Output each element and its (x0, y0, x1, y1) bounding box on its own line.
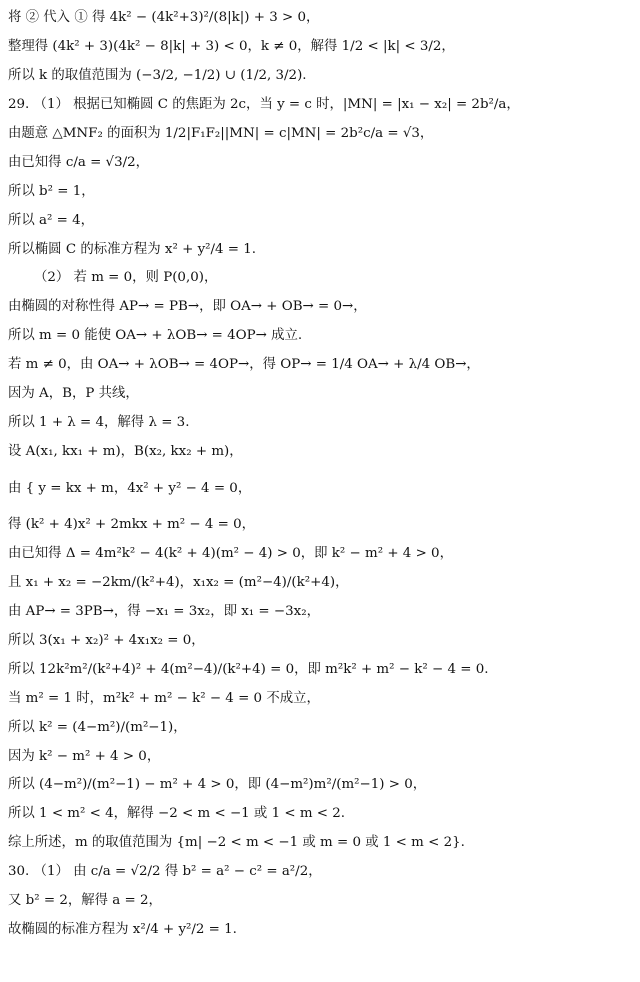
text-line: 30. （1） 由 c/a = √2/2 得 b² = a² − c² = a²/2， (8, 864, 322, 880)
text-line: 所以 (4−m²)/(m²−1) − m² + 4 > 0，即 (4−m²)m²/(m²−1) > 0， (8, 777, 427, 793)
text-line: 所以 k² = (4−m²)/(m²−1)， (8, 719, 187, 735)
text-line: 由 AP→ = 3PB→，得 −x₁ = 3x₂，即 x₁ = −3x₂， (8, 603, 320, 619)
text-line: 所以椭圆 C 的标准方程为 x² + y²/4 = 1. (8, 241, 257, 257)
text-line: 将 ② 代入 ① 得 4k² − (4k²+3)²/(8|k|) + 3 > 0， (8, 10, 320, 25)
text-line: 故椭圆的标准方程为 x²/4 + y²/2 = 1. (8, 922, 237, 938)
text-line: 所以 1 + λ = 4，解得 λ = 3. (8, 415, 190, 431)
text-line: 又 b² = 2，解得 a = 2， (8, 893, 162, 909)
text-line: 设 A(x₁, kx₁ + m)，B(x₂, kx₂ + m)， (8, 444, 243, 460)
text-line: 因为 k² − m² + 4 > 0， (8, 748, 161, 764)
text-line: 所以 12k²m²/(k²+4)² + 4(m²−4)/(k²+4) = 0，即 m²k² + m² − k² − 4 = 0. (8, 661, 489, 677)
text-line: 所以 1 < m² < 4，解得 −2 < m < −1 或 1 < m < 2. (8, 806, 346, 822)
text-line: 所以 k 的取值范围为 (−3/2, −1/2) ∪ (1/2, 3/2). (8, 67, 307, 83)
text-line: 所以 m = 0 能使 OA→ + λOB→ = 4OP→ 成立. (8, 328, 303, 344)
text-line: 综上所述，m 的取值范围为 {m| −2 < m < −1 或 m = 0 或 1 < m < 2}. (8, 835, 465, 851)
text-line: （2） 若 m = 0，则 P(0,0)， (34, 270, 218, 286)
text-line: 所以 b² = 1， (8, 183, 95, 199)
text-line: 29. （1） 根据已知椭圆 C 的焦距为 2c，当 y = c 时，|MN| = |x₁ − x₂| = 2b²/a， (8, 96, 520, 112)
text-line: 由已知得 Δ = 4m²k² − 4(k² + 4)(m² − 4) > 0，即 k² − m² + 4 > 0， (8, 545, 453, 561)
text-line: 由题意 △MNF₂ 的面积为 1/2|F₁F₂||MN| = c|MN| = 2b²c/a = √3， (8, 125, 434, 141)
text-line: 整理得 (4k² + 3)(4k² − 8|k| + 3) < 0，k ≠ 0，解得 1/2 < |k| < 3/2， (8, 38, 455, 54)
text-line: 因为 A，B，P 共线， (8, 386, 139, 402)
text-line: 若 m ≠ 0，由 OA→ + λOB→ = 4OP→，得 OP→ = 1/4 OA→ + λ/4 OB→， (8, 357, 480, 373)
text-line: 由已知得 c/a = √3/2， (8, 154, 150, 170)
text-line: 得 (k² + 4)x² + 2mkx + m² − 4 = 0， (8, 517, 256, 532)
text-line: 所以 3(x₁ + x₂)² + 4x₁x₂ = 0， (8, 632, 205, 648)
text-line: 当 m² = 1 时，m²k² + m² − k² − 4 = 0 不成立， (8, 690, 320, 706)
text-line: 由椭圆的对称性得 AP→ = PB→，即 OA→ + OB→ = 0→， (8, 299, 367, 315)
text-line: 且 x₁ + x₂ = −2km/(k²+4)，x₁x₂ = (m²−4)/(k²+4)， (8, 574, 349, 590)
text-line: 由 { y = kx + m，4x² + y² − 4 = 0， (8, 481, 252, 496)
text-line: 所以 a² = 4， (8, 212, 95, 228)
